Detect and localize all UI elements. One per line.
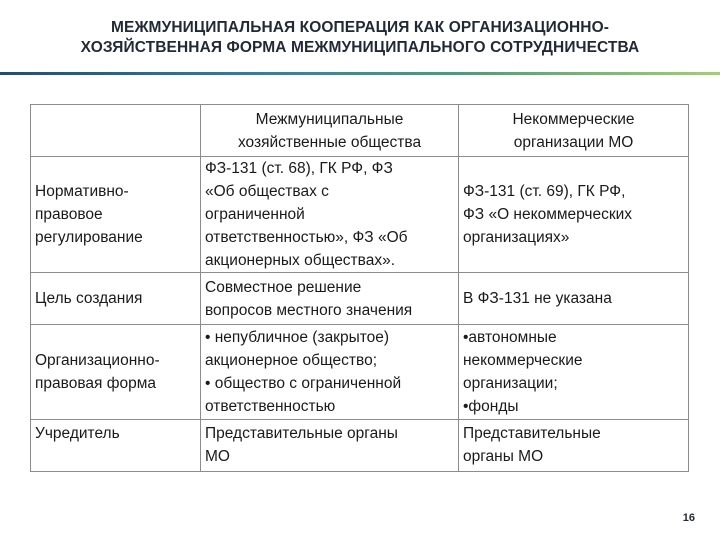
cell-text: акционерных обществах». (205, 252, 396, 269)
cell-text: «Об обществах с (205, 183, 329, 200)
header-text: хозяйственные общества (237, 133, 422, 151)
slide-title-line-2: ХОЗЯЙСТВЕННАЯ ФОРМА МЕЖМУНИЦИПАЛЬНОГО СОТРУДНИЧЕСТВА (80, 39, 640, 56)
row-label-legal-form (31, 325, 201, 420)
table-row (31, 157, 689, 273)
header-empty-cell (31, 105, 201, 157)
cell-text: •фонды (463, 398, 519, 415)
title-underline-gradient (0, 72, 720, 75)
cell-text: Представительные (463, 425, 601, 442)
row-label-regulation (31, 157, 201, 273)
cell-text: некоммерческие (463, 352, 583, 369)
header-text: Межмуниципальные (255, 110, 404, 128)
cell-text: •автономные (463, 329, 557, 346)
cell-text: Представительные органы (205, 425, 398, 442)
row-label-purpose (31, 273, 201, 325)
cell-text: органы МО (463, 448, 544, 465)
row-label-text: правовая форма (35, 375, 156, 392)
cell-text: организациях» (463, 229, 570, 246)
cell-text: ограниченной (205, 206, 305, 223)
table-header-row (31, 105, 689, 157)
cell-text: • общество с ограниченной (205, 375, 402, 392)
cell-text: организации; (463, 375, 558, 392)
row-label-text: Организационно- (35, 352, 160, 369)
cell-text: ответственностью (205, 398, 336, 415)
cell-regulation-nonprofits (459, 157, 689, 273)
row-label-text: Цель создания (35, 290, 143, 307)
table-row (31, 273, 689, 325)
cell-text: вопросов местного значения (205, 301, 413, 319)
cell-text: акционерное общество; (205, 352, 377, 369)
cell-text: В ФЗ-131 не указана (463, 290, 612, 307)
cell-founder-nonprofits (459, 420, 689, 472)
table-row (31, 325, 689, 420)
row-label-text: правовое (35, 206, 103, 223)
cell-legal-form-nonprofits (459, 325, 689, 420)
cell-regulation-companies (201, 157, 459, 273)
cell-text: ФЗ «О некоммерческих (463, 206, 633, 223)
cell-legal-form-companies (201, 325, 459, 420)
page-number: 16 (682, 512, 695, 524)
header-text: организации МО (513, 133, 634, 151)
row-label-text: Учредитель (35, 425, 120, 442)
row-label-founder (31, 420, 201, 472)
cell-purpose-companies (201, 273, 459, 325)
header-text: Некоммерческие (512, 110, 635, 128)
row-label-text: регулирование (35, 229, 143, 246)
header-intermunicipal-companies (201, 105, 459, 157)
table-row (31, 420, 689, 472)
cell-founder-companies (201, 420, 459, 472)
header-nonprofit-organizations (459, 105, 689, 157)
cell-text: МО (205, 448, 230, 465)
cell-text: Совместное решение (205, 278, 362, 296)
slide-title-line-1: МЕЖМУНИЦИПАЛЬНАЯ КООПЕРАЦИЯ КАК ОРГАНИЗАЦИОННО- (111, 19, 609, 36)
cell-text: ответственностью», ФЗ «Об (205, 229, 408, 246)
cell-text: ФЗ-131 (ст. 68), ГК РФ, ФЗ (205, 160, 393, 177)
row-label-text: Нормативно- (35, 183, 129, 200)
cell-text: • непубличное (закрытое) (205, 329, 390, 346)
slide-title (0, 18, 720, 58)
cell-text: ФЗ-131 (ст. 69), ГК РФ, (463, 183, 626, 200)
comparison-table (30, 104, 689, 472)
cell-purpose-nonprofits (459, 273, 689, 325)
